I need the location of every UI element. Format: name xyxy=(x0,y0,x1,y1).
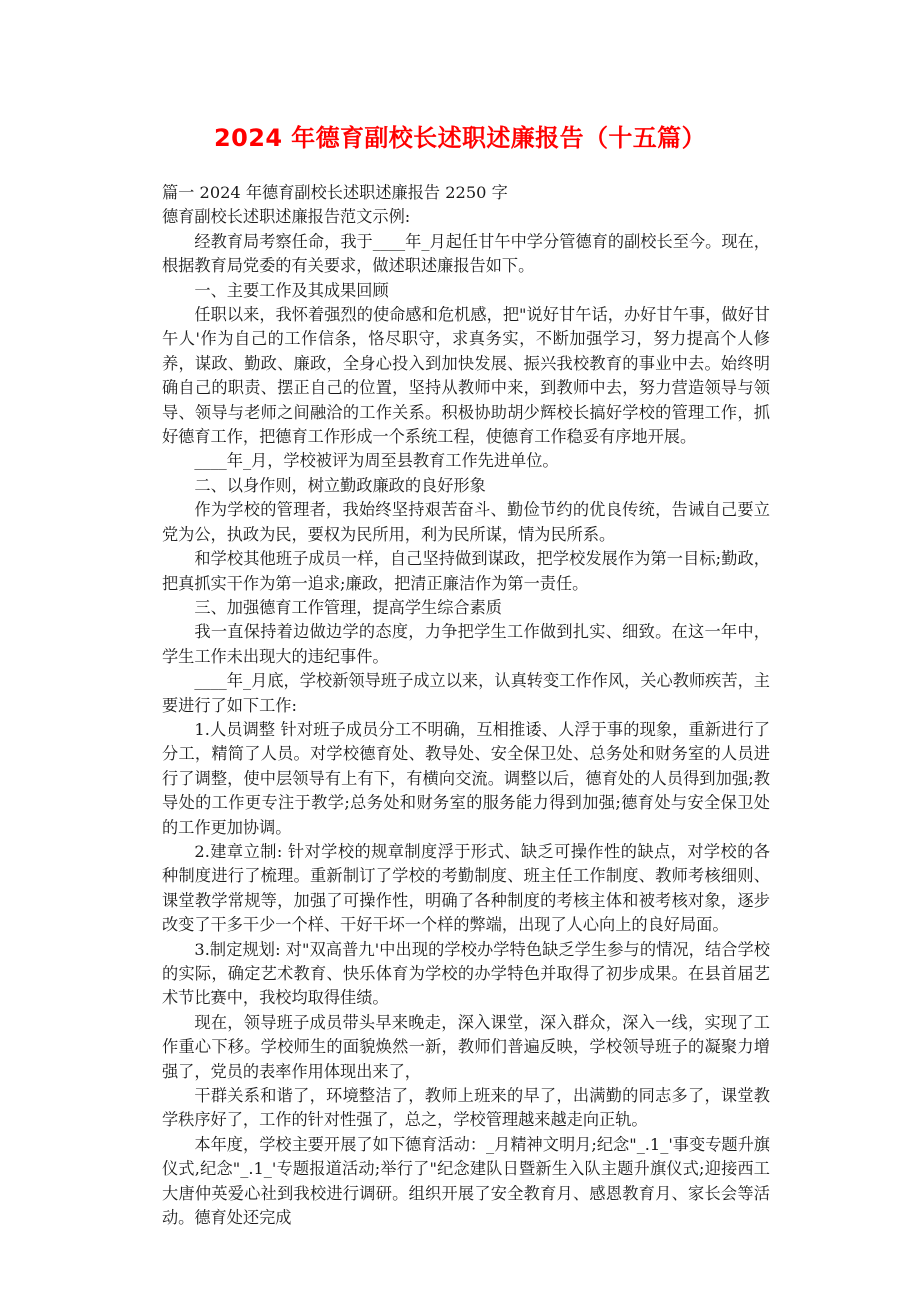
list-item: 3.制定规划: 对"双高普九'中出现的学校办学特色缺乏学生参与的情况，结合学校的实际，确定艺术教育、快乐体育为学校的办学特色并取得了初步成果。在县首届艺术节比赛中，我校均取得佳绩。 xyxy=(162,939,770,1008)
page-title: 2024 年德育副校长述职述廉报告（十五篇） xyxy=(214,124,706,152)
paragraph: 作为学校的管理者，我始终坚持艰苦奋斗、勤俭节约的优良传统，告诫自己要立党为公，执政为民，要权为民所用，利为民所谋，情为民所系。 xyxy=(162,500,770,544)
paragraph: 篇一 2024 年德育副校长述职述廉报告 2250 字 xyxy=(162,183,508,202)
paragraph: 和学校其他班子成员一样，自己坚持做到谋政，把学校发展作为第一目标;勤政，把真抓实干作为第一追求;廉政，把清正廉洁作为第一责任。 xyxy=(162,549,770,593)
paragraph: 任职以来，我怀着强烈的使命感和危机感，把"说好甘午话，办好甘午事，做好甘午人'作为自己的工作信条，恪尽职守，求真务实，不断加强学习，努力提高个人修养，谋政、勤政、廉政，全身心投入到加快发展、振兴我校教育的事业中去。始终明确自己的职责、摆正自己的位置，坚持从教师中来，到教师中去，努力营造领导与领导、领导与老师之间融洽的工作关系。积极协助胡少辉校长搞好学校的管理工作，抓好德育工作，把德育工作形成一个系统工程，使德育工作稳妥有序地开展。 xyxy=(162,305,770,447)
section-heading: 二、以身作则，树立勤政廉政的良好形象 xyxy=(194,475,486,495)
paragraph: ____年_月，学校被评为周至县教育工作先进单位。 xyxy=(194,451,559,471)
section-heading: 三、加强德育工作管理，提高学生综合素质 xyxy=(194,597,502,617)
paragraph: 德育副校长述职述廉报告范文示例: xyxy=(162,207,411,227)
section-heading: 一、主要工作及其成果回顾 xyxy=(194,280,389,300)
document-body xyxy=(162,181,770,1230)
list-item: 1.人员调整 针对班子成员分工不明确，互相推诿、人浮于事的现象，重新进行了分工，精简了人员。对学校德育处、教导处、安全保卫处、总务处和财务室的人员进行了调整，使中层领导有上有下，有横向交流。调整以后，德育处的人员得到加强;教导处的工作更专注于教学;总务处和财务室的服务能力得到加强;德育处与安全保卫处的工作更加协调。 xyxy=(162,719,770,837)
paragraph: 现在，领导班子成员带头早来晚走，深入课堂，深入群众，深入一线，实现了工作重心下移。学校师生的面貌焕然一新，教师们普遍反映，学校领导班子的凝聚力增强了，党员的表率作用体现出来了， xyxy=(162,1012,770,1081)
paragraph: 本年度，学校主要开展了如下德育活动：_月精神文明月;纪念"_.1_'事变专题升旗仪式,纪念"_.1_'专题报道活动;举行了"纪念建队日暨新生入队主题升旗仪式;迎接西工大唐仲英爱心社到我校进行调研。组织开展了安全教育月、感恩教育月、家长会等活动。德育处还完成 xyxy=(162,1134,770,1228)
paragraph: 我一直保持着边做边学的态度，力争把学生工作做到扎实、细致。在这一年中，学生工作未出现大的违纪事件。 xyxy=(162,622,770,666)
list-item: 2.建章立制: 针对学校的规章制度浮于形式、缺乏可操作性的缺点，对学校的各种制度进行了梳理。重新制订了学校的考勤制度、班主任工作制度、教师考核细则、课堂教学常规等，加强了可操作性，明确了各种制度的考核主体和被考核对象，逐步改变了干多干少一个样、干好干坏一个样的弊端，出现了人心向上的良好局面。 xyxy=(162,841,770,935)
paragraph: 干群关系和谐了，环境整洁了，教师上班来的早了，出满勤的同志多了，课堂教学秩序好了，工作的针对性强了，总之，学校管理越来越走向正轨。 xyxy=(162,1086,770,1130)
paragraph: ____年_月底，学校新领导班子成立以来，认真转变工作作风，关心教师疾苦，主要进行了如下工作: xyxy=(162,671,770,715)
paragraph: 经教育局考察任命，我于____年_月起任甘午中学分管德育的副校长至今。现在，根据教育局党委的有关要求，做述职述廉报告如下。 xyxy=(162,231,770,276)
